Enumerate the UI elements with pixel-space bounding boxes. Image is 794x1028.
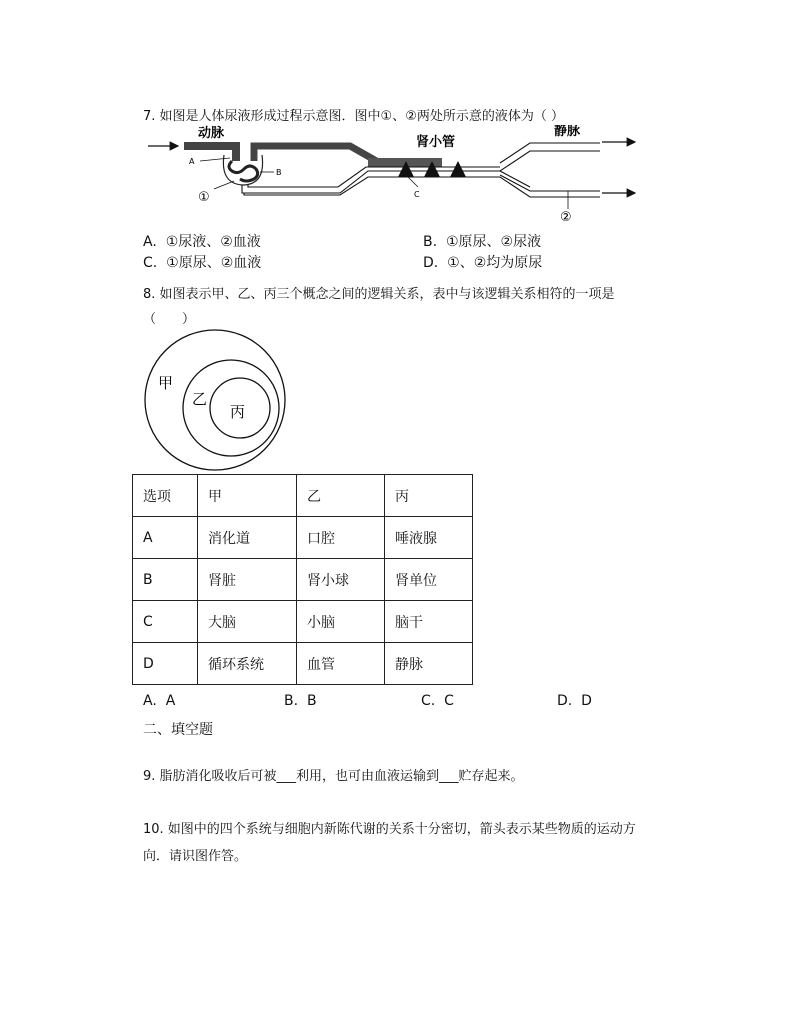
q8-option-c[interactable]: C. C: [421, 693, 454, 709]
label-jia: 甲: [158, 374, 174, 392]
vein-line-top: [500, 143, 600, 163]
table-row: [133, 559, 473, 601]
table-cell: 循环系统: [198, 643, 297, 685]
glomerulus: [229, 161, 258, 181]
label-yi: 乙: [192, 390, 208, 408]
q9-stem: 9. 脂肪消化吸收后可被___利用，也可由血液运输到___贮存起来。: [143, 769, 524, 784]
q8-option-d[interactable]: D. D: [557, 693, 592, 709]
label-bing: 丙: [230, 403, 246, 421]
table-cell: A: [133, 517, 198, 559]
table-cell: 消化道: [198, 517, 297, 559]
q8-stem: 8. 如图表示甲、乙、丙三个概念之间的逻辑关系，表中与该逻辑关系相符的一项是: [143, 287, 615, 302]
urine-formation-diagram: [140, 125, 660, 225]
label-c: C: [414, 190, 420, 199]
q8-option-b[interactable]: B. B: [284, 693, 317, 709]
q8-options-table: [132, 474, 473, 685]
table-header-cell: 选项: [133, 475, 198, 517]
table-cell: 肾单位: [385, 559, 473, 601]
table-cell: B: [133, 559, 198, 601]
table-header-cell: 丙: [385, 475, 473, 517]
q8-option-a[interactable]: A. A: [143, 693, 176, 709]
table-row: [133, 643, 473, 685]
table-cell: D: [133, 643, 198, 685]
q10-stem-line2: 向．请识图作答。: [143, 849, 248, 864]
ureter-line-top: [500, 175, 600, 191]
table-cell: C: [133, 601, 198, 643]
table-cell: 肾脏: [198, 559, 297, 601]
table-header-cell: 甲: [198, 475, 297, 517]
label-vein: 静脉: [554, 125, 581, 139]
q7-option-c[interactable]: C. ①原尿、②血液: [143, 255, 262, 271]
concept-circles: [140, 328, 290, 473]
label-tubule: 肾小管: [416, 135, 456, 150]
label-circle-1: ①: [198, 190, 210, 205]
outer-circle: [145, 330, 285, 470]
table-cell: 肾小球: [297, 559, 385, 601]
label-b: B: [276, 168, 282, 177]
q8-paren: （ ）: [143, 312, 196, 327]
section-title: 二、填空题: [143, 722, 213, 738]
table-cell: 口腔: [297, 517, 385, 559]
table-cell: 脑干: [385, 601, 473, 643]
label-a: A: [189, 157, 195, 166]
table-row: [133, 601, 473, 643]
table-header-row: [133, 475, 473, 517]
label-circle-2: ②: [560, 210, 572, 225]
q7-option-b[interactable]: B. ①原尿、②尿液: [423, 234, 542, 250]
table-cell: 静脉: [385, 643, 473, 685]
table-cell: 血管: [297, 643, 385, 685]
table-header-cell: 乙: [297, 475, 385, 517]
table-cell: 唾液腺: [385, 517, 473, 559]
table-cell: 小脑: [297, 601, 385, 643]
table-row: [133, 517, 473, 559]
q10-stem-line1: 10. 如图中的四个系统与细胞内新陈代谢的关系十分密切，箭头表示某些物质的运动方: [143, 822, 636, 837]
label-artery: 动脉: [198, 126, 225, 141]
table-cell: 大脑: [198, 601, 297, 643]
q7-option-a[interactable]: A. ①尿液、②血液: [143, 234, 261, 250]
q7-stem: 7. 如图是人体尿液形成过程示意图．图中①、②两处所示意的液体为（ ）: [143, 109, 564, 124]
q7-option-d[interactable]: D. ①、②均为原尿: [423, 255, 543, 271]
